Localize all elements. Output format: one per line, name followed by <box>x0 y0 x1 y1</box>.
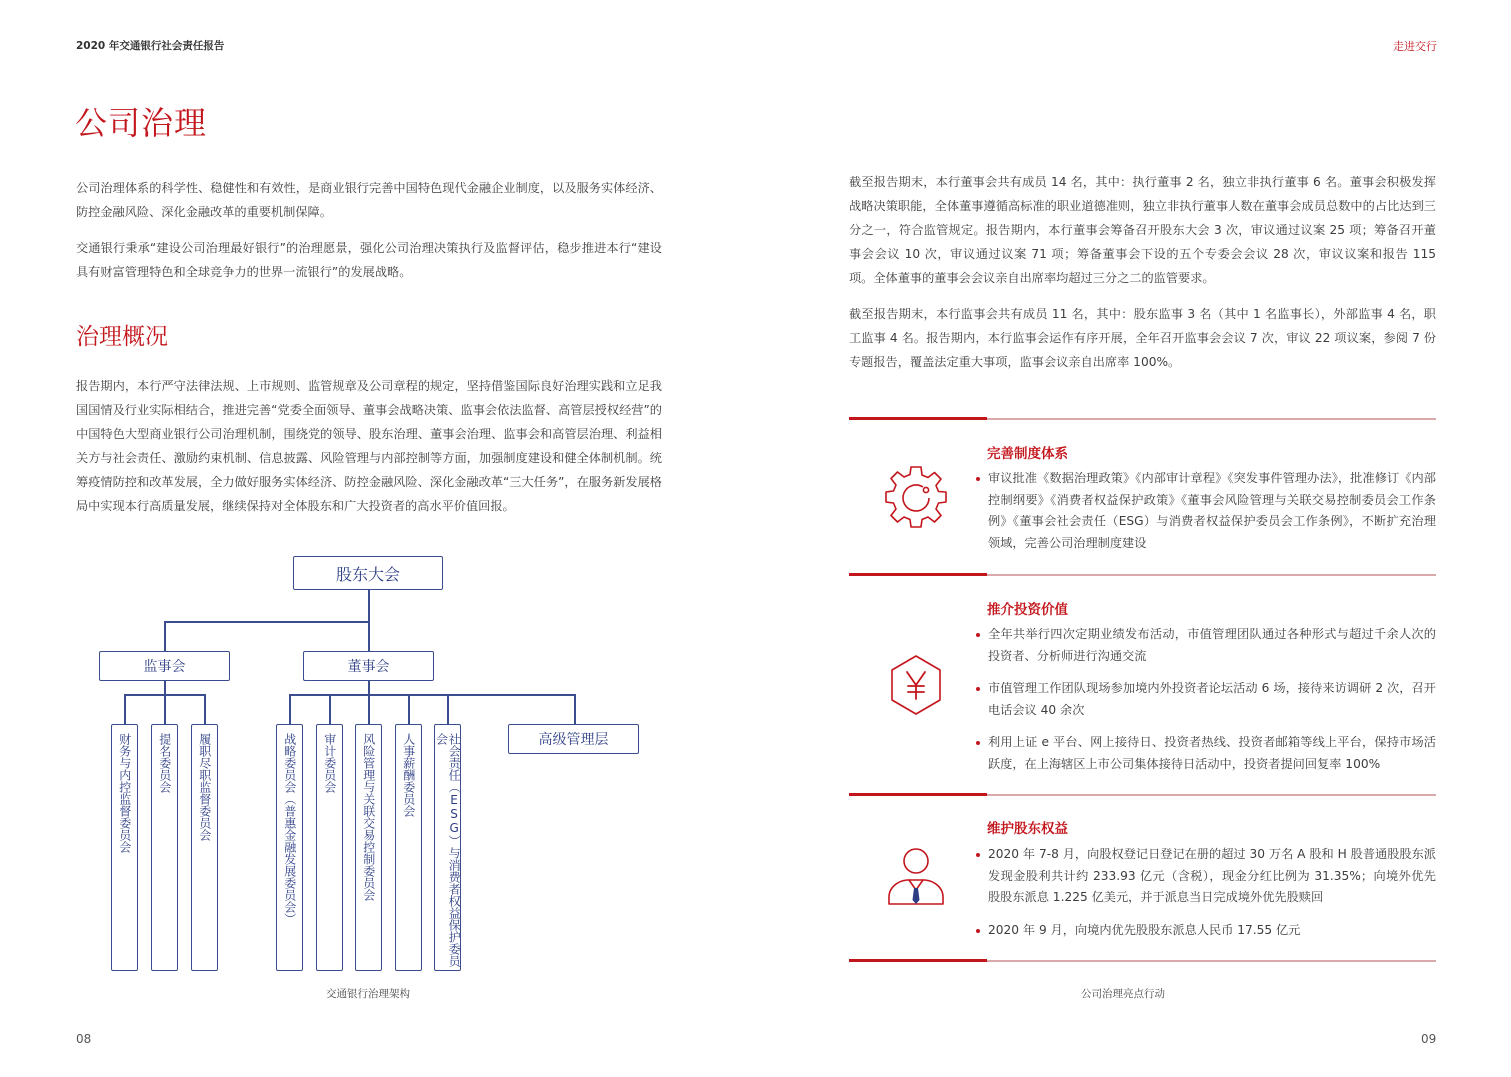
connector-line <box>447 694 449 725</box>
org-box-committee: 提名委员会 <box>151 724 178 971</box>
org-box-committee: 财务与内控监督委员会 <box>111 724 138 971</box>
intro-paragraph: 交通银行秉承“建设公司治理最好银行”的治理愿景，强化公司治理决策执行及监督评估，稳步推进本行“建设具有财富管理特色和全球竞争力的世界一流银行”的发展战略。 <box>76 241 662 279</box>
org-box-senior-management: 高级管理层 <box>508 724 639 754</box>
connector-line <box>368 589 370 622</box>
yuan-hexagon-icon <box>883 652 949 718</box>
governance-overview-paragraph: 报告期内，本行严守法律法规、上市规则、监管规章及公司章程的规定，坚持借鉴国际良好治理实践和立足我国国情及行业实际相结合，推进完善“党委全面领导、董事会战略决策、监事会依法监督、高管层授权经营”的中国特色大型商业银行公司治理机制，围绕党的领导、股东治理、董事会治理、监事会和高管层治理、利益相关方与社会责任、激励约束机制、信息披露、风险管理与内部控制等方面，加强制度建设和健全体制机制。统筹疫情防控和改革发展，全力做好服务实体经济、防控金融风险、深化金融改革“三大任务”，在服务新发展格局中实现本行高质量发展，继续保持对全体股东和广大投资者的高水平价值回报。 <box>76 379 662 513</box>
bullet-item: 全年共举行四次定期业绩发布活动，市值管理团队通过各种形式与超过千余人次的投资者、分析师进行沟通交流 <box>976 624 1436 667</box>
bullet-item: 利用上证 e 平台、网上接待日、投资者热线、投资者邮箱等线上平台，保持市场活跃度，在上海辖区上市公司集体接待日活动中，投资者提问回复率 100% <box>976 732 1436 775</box>
org-box-committee: 审计委员会 <box>316 724 343 971</box>
connector-line <box>329 694 331 725</box>
page-title: 公司治理 <box>75 104 208 142</box>
connector-line <box>368 680 370 695</box>
connector-line <box>289 694 291 725</box>
connector-line <box>368 621 370 651</box>
highlights-caption: 公司治理亮点行动 <box>1081 988 1165 1000</box>
board-summary <box>849 170 1436 374</box>
page-number-right: 09 <box>1421 1032 1437 1046</box>
gear-icon <box>883 464 949 530</box>
section-heading: 治理概况 <box>76 324 168 350</box>
connector-line <box>574 694 576 725</box>
section-nav-link[interactable]: 走进交行 <box>1393 40 1437 53</box>
section-title: 完善制度体系 <box>987 446 1068 462</box>
org-box-committee: 人事薪酬委员会 <box>395 724 422 971</box>
connector-line <box>204 694 206 725</box>
connector-line <box>368 694 370 725</box>
connector-line <box>408 694 410 725</box>
bullet-item: 2020 年 7-8 月，向股权登记日登记在册的超过 30 万名 A 股和 H 股普通股股东派发现金股利共计约 233.93 亿元（含税），现金分红比例为 31.35%；向境外优先股股东派息 1.225 亿美元，并于派息当日完成境外优先股赎回 <box>976 844 1436 909</box>
org-chart-caption: 交通银行治理架构 <box>326 988 410 1000</box>
connector-line <box>164 680 166 695</box>
intro-paragraph: 公司治理体系的科学性、稳健性和有效性，是商业银行完善中国特色现代金融企业制度，以及服务实体经济、防控金融风险、深化金融改革的重要机制保障。 <box>76 181 662 219</box>
org-box-committee: 社会责任（ESG）与消费者权益保护委员会 <box>434 724 461 971</box>
bullet-item: 市值管理工作团队现场参加境内外投资者论坛活动 6 场，接待来访调研 2 次，召开电话会议 40 余次 <box>976 678 1436 721</box>
connector-line <box>124 694 126 725</box>
connector-line <box>164 621 166 651</box>
connector-line <box>164 694 166 725</box>
section-bullets <box>976 468 1436 554</box>
bullet-item: 2020 年 9 月，向境内优先股股东派息人民币 17.55 亿元 <box>976 920 1436 942</box>
section-bullets <box>976 844 1436 941</box>
bullet-item: 审议批准《数据治理政策》《内部审计章程》《突发事件管理办法》，批准修订《内部控制纲要》《消费者权益保护政策》《董事会风险管理与关联交易控制委员会工作条例》《董事会社会责任（ESG）与消费者权益保护委员会工作条例》，不断扩充治理领域，完善公司治理制度建设 <box>976 468 1436 554</box>
page-number-left: 08 <box>76 1032 92 1046</box>
section-bullets <box>976 624 1436 775</box>
section-title: 推介投资价值 <box>987 602 1068 618</box>
org-box-board-of-directors: 董事会 <box>303 651 434 681</box>
section-divider-accent <box>849 417 987 420</box>
org-box-shareholders-meeting: 股东大会 <box>293 556 443 590</box>
section-divider-accent <box>849 573 987 576</box>
shareholder-person-icon <box>883 844 949 910</box>
org-chart <box>0 0 700 1000</box>
org-box-committee: 战略委员会（普惠金融发展委员会） <box>276 724 303 971</box>
connector-line <box>164 621 369 623</box>
section-divider-accent <box>849 959 987 962</box>
org-box-committee: 风险管理与关联交易控制委员会 <box>355 724 382 971</box>
board-paragraph: 截至报告期末，本行董事会共有成员 14 名，其中：执行董事 2 名，独立非执行董事 6 名。董事会积极发挥战略决策职能，全体董事遵循高标准的职业道德准则，独立非执行董事人数在董事会成员总数中的占比达到三分之一，符合监管规定。报告期内，本行董事会筹备召开股东大会 3 次，审议通过议案 25 项；筹备召开董事会会议 10 次，审议通过议案 71 项；筹备董事会下设的五个专委会会议 28 次，审议议案和报告 115 项。全体董事的董事会会议亲自出席率均超过三分之二的监管要求。 <box>849 175 1436 285</box>
org-box-supervisory-board: 监事会 <box>99 651 230 681</box>
connector-line <box>289 694 575 696</box>
section-title: 维护股东权益 <box>987 821 1068 837</box>
report-header-title: 2020 年交通银行社会责任报告 <box>76 40 225 52</box>
org-box-committee: 履职尽职监督委员会 <box>191 724 218 971</box>
section-divider-accent <box>849 793 987 796</box>
supervisory-paragraph: 截至报告期末，本行监事会共有成员 11 名，其中：股东监事 3 名（其中 1 名监事长），外部监事 4 名，职工监事 4 名。报告期内，本行监事会运作有序开展，全年召开监事会会议 7 次，审议 22 项议案，参阅 7 份专题报告，覆盖法定重大事项，监事会议亲自出席率 100%。 <box>849 307 1436 369</box>
